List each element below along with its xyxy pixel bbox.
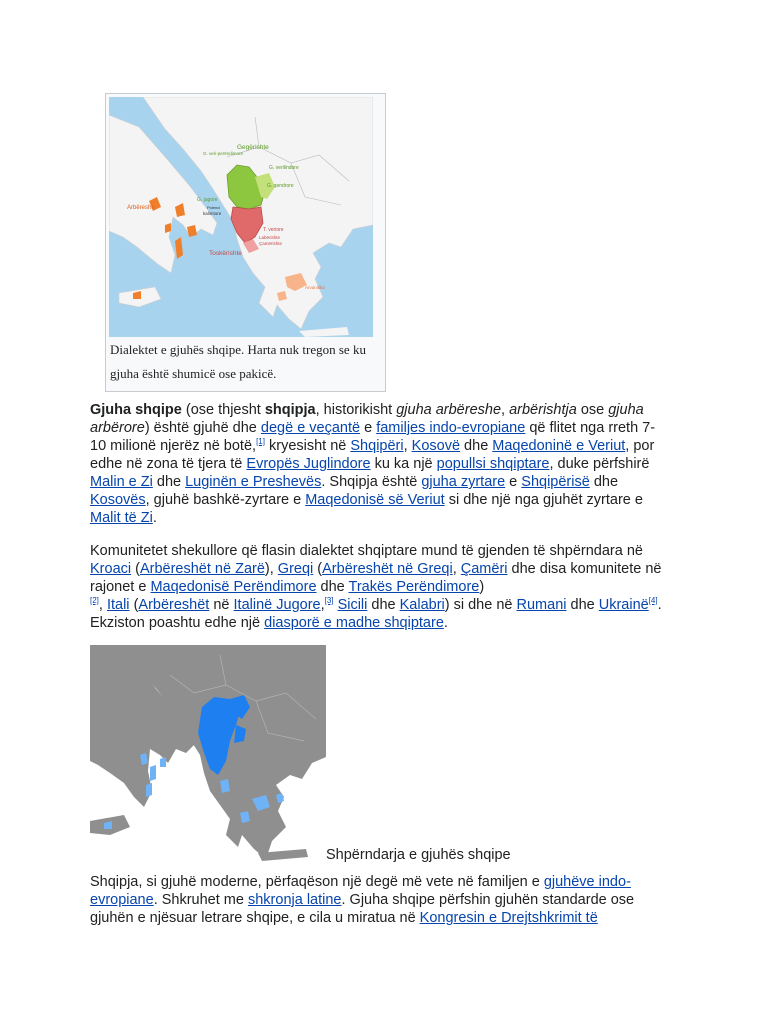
link-itali[interactable]: Itali <box>106 597 130 613</box>
link-dege-e-vecante[interactable]: degë e veçantë <box>260 420 361 436</box>
label-gegerishte: Gegërishte <box>237 144 269 151</box>
label-g-qendrore: G. qendrore <box>267 183 294 189</box>
link-ukraine[interactable]: Ukrainë <box>598 597 649 613</box>
reference-1[interactable]: [1] <box>256 437 265 447</box>
reference-4[interactable]: [4] <box>648 596 658 606</box>
link-kosoves[interactable]: Kosovës <box>90 492 146 508</box>
label-g-jugore: G. jugore <box>197 197 218 203</box>
dialect-map-caption: Dialektet e gjuhës shqipe. Harta nuk tregon se ku gjuha është shumicë ose pakicë. <box>110 342 366 381</box>
bold-term-gjuha-shqipe: Gjuha shqipe <box>90 402 182 418</box>
link-greqi[interactable]: Greqi <box>277 561 314 577</box>
link-maqedonise-se-veriut[interactable]: Maqedonisë së Veriut <box>305 492 445 508</box>
link-cameri[interactable]: Çamëri <box>460 561 508 577</box>
link-sicili[interactable]: Sicili <box>337 597 368 613</box>
link-gjuha-zyrtare[interactable]: gjuha zyrtare <box>421 474 506 490</box>
link-malit-te-zi[interactable]: Malit të Zi <box>90 510 153 526</box>
intro-paragraph: Gjuha shqipe (ose thjesht shqipja, historikisht gjuha arbëreshe, arbërishtja ose gjuha arbërore) është gjuhë dhe degë e veçantë e familjes indo-evropiane që flitet nga rreth 7-10 milionë njerëz në botë,[1] kryesisht në Shqipëri, Kosovë dhe Maqedoninë e Veriut, por edhe në zona të tjera të Evropës Juglindore ku ka një popullsi shqiptare, duke përfshirë Malin e Zi dhe Luginën e Preshevës. Shqipja është gjuha zyrtare e Shqipërisë dhe Kosovës, gjuhë bashkë-zyrtare e Maqedonisë së Veriut si dhe një nga gjuhët zyrtare e Malit të Zi. <box>90 402 656 526</box>
bold-term-shqipja: shqipja <box>264 402 316 418</box>
link-maqedonine-e-veriut[interactable]: Maqedoninë e Veriut <box>492 438 626 454</box>
link-gjuheve-indo-evropiane[interactable]: gjuhëve indo-evropiane <box>90 874 631 908</box>
label-polenci: Polenci <box>207 205 221 210</box>
distribution-map-caption: Shpërndarja e gjuhës shqipe <box>326 847 511 863</box>
link-arbereshet[interactable]: Arbëreshët <box>138 597 210 613</box>
link-shqiperise[interactable]: Shqipërisë <box>521 474 590 490</box>
link-trakes-perendimore[interactable]: Trakës Perëndimore <box>348 579 480 595</box>
link-shqiperi[interactable]: Shqipëri <box>350 438 404 454</box>
label-arvanitika: Arvanitika <box>305 285 325 290</box>
distribution-map[interactable] <box>90 645 326 861</box>
dialect-map[interactable] <box>109 97 373 337</box>
link-italine-jugore[interactable]: Italinë Jugore <box>233 597 321 613</box>
link-shkronja-latine[interactable]: shkronja latine <box>247 892 342 908</box>
dialect-map-figure <box>105 93 386 392</box>
link-kongresin-e-drejtshkrimit[interactable]: Kongresin e Drejtshkrimit të <box>419 910 598 926</box>
communities-paragraph: Komunitetet shekullore që flasin dialektet shqiptare mund të gjenden të shpërndara në Kroaci (Arbëreshët në Zarë), Greqi (Arbëreshët në Greqi, Çamëri dhe disa komunitete në rajonet e Maqedonisë Perëndimore dhe Trakës Perëndimore) [2], Itali (Arbëreshët në Italinë Jugore,[3] Sicili dhe Kalabri) si dhe në Rumani dhe Ukrainë[4]. Ekziston poashtu edhe një diasporë e madhe shqiptare. <box>90 543 662 631</box>
link-rumani[interactable]: Rumani <box>516 597 567 613</box>
link-familjes-indo-evropiane[interactable]: familjes indo-evropiane <box>376 420 526 436</box>
link-arbereshet-ne-zare[interactable]: Arbëreshët në Zarë <box>139 561 265 577</box>
label-kalimtore: kalimtore <box>203 211 222 216</box>
label-laberishte: Labërishte <box>259 235 281 240</box>
link-kosove[interactable]: Kosovë <box>411 438 461 454</box>
reference-2[interactable]: [2] <box>90 596 99 606</box>
link-malin-e-zi[interactable]: Malin e Zi <box>90 474 153 490</box>
reference-3[interactable]: [3] <box>324 596 334 606</box>
link-popullsi-shqiptare[interactable]: popullsi shqiptare <box>436 456 550 472</box>
label-arbereshe: Arbëreshe <box>127 205 155 211</box>
link-kroaci[interactable]: Kroaci <box>90 561 132 577</box>
link-maqedonise-perendimore[interactable]: Maqedonisë Perëndimore <box>150 579 317 595</box>
link-kalabri[interactable]: Kalabri <box>399 597 445 613</box>
label-chamerishte: Çamërishte <box>259 241 283 246</box>
link-luginen-e-presheves[interactable]: Luginën e Preshevës <box>185 474 322 490</box>
link-diaspore-e-madhe-shqiptare[interactable]: diasporë e madhe shqiptare <box>264 615 444 631</box>
modern-language-paragraph: Shqipja, si gjuhë moderne, përfaqëson një degë më vete në familjen e gjuhëve indo-evropiane. Shkruhet me shkronja latine. Gjuha shqipe përfshin gjuhën standarde ose gjuhën e njësuar letrare shqipe, e cila u miratua në Kongresin e Drejtshkrimit të <box>90 874 635 926</box>
label-t-veriore: T. veriore <box>263 227 284 233</box>
link-arbereshet-ne-greqi[interactable]: Arbëreshët në Greqi <box>322 561 453 577</box>
label-g-veri-perendimore: G. veri-perëndimore <box>203 151 244 156</box>
label-toskerishte: Toskërishte <box>209 250 242 257</box>
label-g-verilindore: G. verilindore <box>269 165 299 171</box>
link-evropes-juglindore[interactable]: Evropës Juglindore <box>246 456 371 472</box>
